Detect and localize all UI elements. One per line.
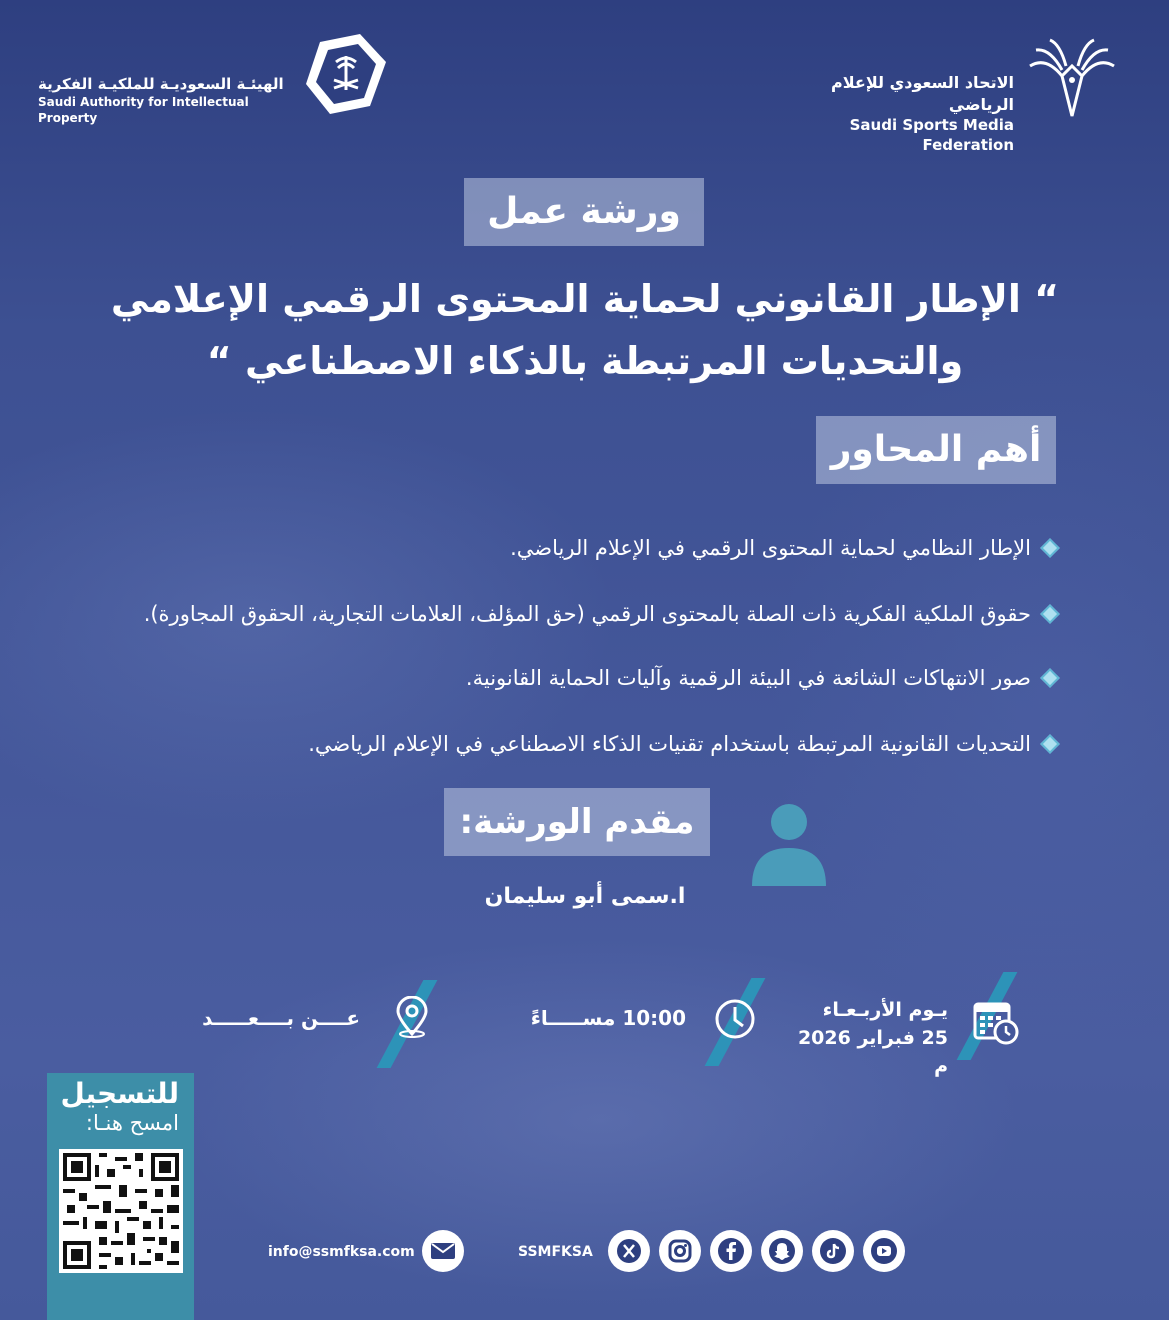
register-subtitle: امسح هنـا: bbox=[85, 1111, 179, 1135]
person-icon bbox=[750, 802, 828, 888]
register-title: للتسجيل bbox=[60, 1077, 179, 1110]
topic-item bbox=[510, 528, 1057, 568]
title-line-1: “ الإطار القانوني لحماية المحتوى الرقمي الإعلامي bbox=[110, 277, 1060, 321]
social-handle: SSMFKSA bbox=[518, 1244, 593, 1260]
calendar-icon bbox=[972, 998, 1020, 1046]
topic-item bbox=[144, 594, 1057, 634]
diamond-bullet-icon bbox=[1040, 604, 1060, 624]
title-line-2: والتحديات المرتبطة بالذكاء الاصطناعي “ bbox=[206, 339, 964, 383]
x-twitter-icon[interactable] bbox=[608, 1230, 650, 1272]
youtube-icon[interactable] bbox=[863, 1230, 905, 1272]
saip-name-ar: الهيئـة السعوديـة للملكيـة الفكرية bbox=[38, 75, 284, 93]
topic-item bbox=[466, 658, 1057, 698]
saip-logo-text bbox=[38, 74, 300, 127]
topic-item bbox=[308, 724, 1057, 764]
event-day: يـوم الأربـعـاء bbox=[822, 999, 948, 1021]
saip-logo bbox=[38, 38, 388, 126]
saip-emblem-icon bbox=[300, 32, 390, 118]
event-location: عــــن بــــعـــــد bbox=[202, 1006, 360, 1030]
event-date-block bbox=[780, 996, 948, 1080]
location-pin-icon bbox=[394, 996, 430, 1038]
presenter-label: مقدم الورشة: bbox=[444, 788, 710, 856]
event-date: 25 فبراير 2026 م bbox=[797, 1027, 948, 1077]
snapchat-icon[interactable] bbox=[761, 1230, 803, 1272]
qr-code[interactable] bbox=[59, 1149, 183, 1273]
facebook-icon[interactable] bbox=[710, 1230, 752, 1272]
clock-icon bbox=[714, 998, 756, 1040]
contact-email[interactable]: info@ssmfksa.com bbox=[268, 1244, 415, 1260]
saip-name-en: Saudi Authority for Intellectual Property bbox=[38, 95, 249, 126]
ssmf-logo bbox=[770, 36, 1130, 155]
ssmf-name-en: Saudi Sports Media Federation bbox=[849, 116, 1014, 155]
diamond-bullet-icon bbox=[1040, 668, 1060, 688]
topic-text: التحديات القانونية المرتبطة باستخدام تقنيات الذكاء الاصطناعي في الإعلام الرياضي. bbox=[308, 732, 1031, 756]
topic-text: صور الانتهاكات الشائعة في البيئة الرقمية وآليات الحماية القانونية. bbox=[465, 666, 1031, 690]
email-icon[interactable] bbox=[422, 1230, 464, 1272]
topic-text: حقوق الملكية الفكرية ذات الصلة بالمحتوى الرقمي (حق المؤلف، العلامات التجارية، الحقوق المجاورة). bbox=[143, 602, 1031, 626]
topic-text: الإطار النظامي لحماية المحتوى الرقمي في الإعلام الرياضي. bbox=[510, 536, 1031, 560]
diamond-bullet-icon bbox=[1040, 734, 1060, 754]
ssmf-name-ar: الاتحاد السعودي للإعلام الرياضي bbox=[831, 73, 1014, 114]
event-time: 10:00 مســـــاءً bbox=[530, 1006, 686, 1030]
diamond-bullet-icon bbox=[1040, 538, 1060, 558]
qr-code-icon bbox=[59, 1149, 183, 1273]
workshop-label: ورشة عمل bbox=[464, 178, 704, 246]
topics-label: أهم المحاور bbox=[816, 416, 1056, 484]
register-panel bbox=[47, 1073, 194, 1320]
instagram-icon[interactable] bbox=[659, 1230, 701, 1272]
ssmf-emblem-icon bbox=[1026, 36, 1118, 118]
tiktok-icon[interactable] bbox=[812, 1230, 854, 1272]
presenter-name: ا.سمى أبو سليمان bbox=[484, 884, 686, 909]
page-title bbox=[40, 268, 1130, 392]
ssmf-logo-text bbox=[770, 72, 1014, 156]
